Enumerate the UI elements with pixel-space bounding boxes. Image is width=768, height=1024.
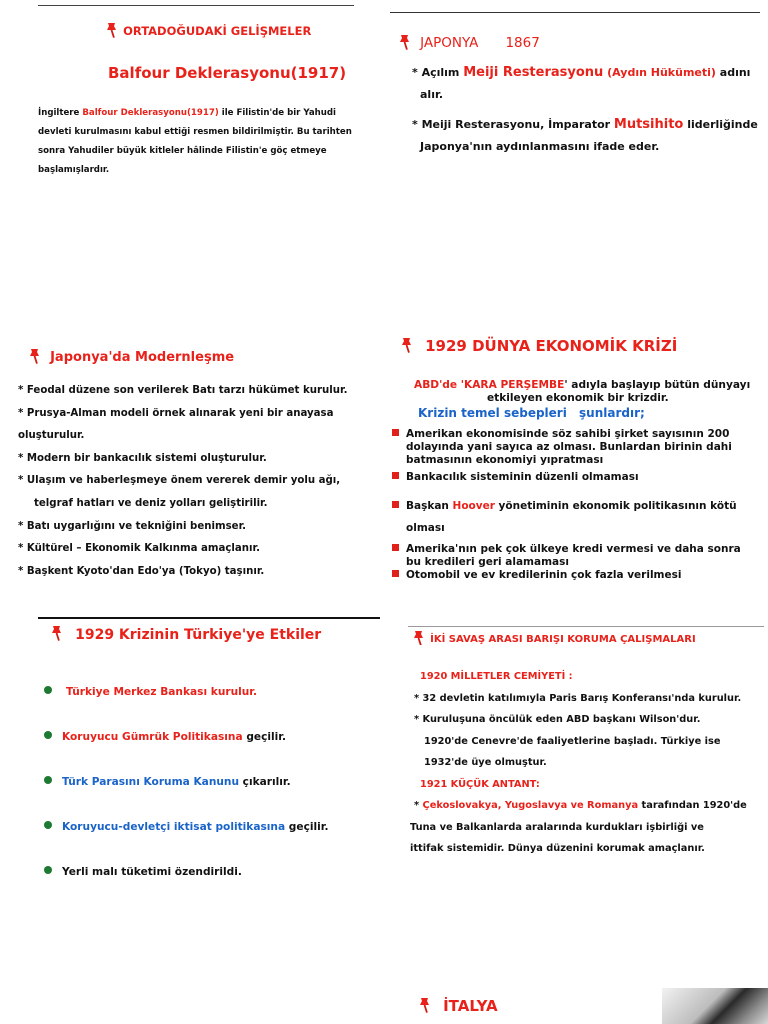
text: alır. (420, 88, 443, 101)
section-heading: 1921 KÜÇÜK ANTANT: (420, 778, 540, 790)
text: şunlardır; (579, 406, 645, 420)
text: bu kredileri geri alamaması (406, 556, 569, 568)
panel-japonya-modern (28, 346, 234, 366)
list-item (392, 471, 741, 484)
baris-content (410, 666, 747, 860)
modernlesme-list (18, 380, 347, 583)
list-item (44, 731, 328, 776)
top-rule-right (390, 12, 760, 13)
text: liderliğinde (683, 118, 758, 131)
highlight-text: Balfour Deklerasyonu(1917) (82, 108, 219, 118)
text: * Açılım (412, 66, 464, 79)
panel-title: 1929 Krizinin Türkiye'ye Etkiler (75, 627, 322, 643)
text: geçilir. (242, 731, 286, 743)
panel-ortadogu (105, 20, 311, 40)
text: Koruyucu-devletçi iktisat politikasına (62, 821, 286, 833)
list-item: telgraf hatları ve deniz yolları geliştirilir. (34, 497, 268, 509)
pushpin-icon (412, 630, 423, 645)
list-item: * Batı uygarlığını ve tekniğini benimser. (18, 520, 247, 532)
text: Amerika'nın pek çok ülkeye kredi vermesi ve daha sonra (406, 543, 741, 555)
highlight-text: Çekoslovakya, Yugoslavya ve Romanya (422, 800, 639, 811)
text: Başkan (406, 500, 453, 512)
text: ittifak sistemidir. Dünya düzenini korumak amaçlanır. (410, 843, 705, 854)
green-dot-icon (44, 686, 52, 694)
section-heading: 1920 MİLLETLER CEMİYETİ : (420, 671, 573, 682)
text: ' adıyla başlayıp bütün dünyayı (564, 379, 751, 391)
highlight-text: Meiji Resterasyonu (463, 65, 604, 80)
red-square-icon (392, 472, 399, 479)
panel-title: İKİ SAVAŞ ARASI BARIŞI KORUMA ÇALIŞMALARI (430, 634, 696, 645)
list-item: oluşturulur. (18, 430, 85, 442)
highlight-text: Mutsihito (613, 117, 684, 132)
list-item (392, 569, 741, 582)
etkiler-list (44, 686, 328, 911)
text: * 32 devletin katılımıyla Paris Barış Konferansı'nda kurulur. (414, 692, 742, 704)
causes-list (392, 428, 741, 582)
red-square-icon (392, 429, 399, 436)
text: adını (715, 66, 751, 79)
pushpin-icon (400, 337, 414, 357)
list-item (392, 428, 741, 467)
text: 1920'de Cenevre'de faaliyetlerine başladı. Türkiye ise (424, 735, 721, 747)
red-square-icon (392, 544, 399, 551)
pushpin-icon (418, 997, 432, 1017)
text: * Meiji Resterasyonu, İmparator (412, 118, 614, 131)
list-item (44, 686, 328, 731)
pushpin-icon (28, 348, 41, 366)
green-dot-icon (44, 821, 52, 829)
text: geçilir. (285, 821, 329, 833)
red-square-icon (392, 501, 399, 508)
text: * Kuruluşuna öncülük eden ABD başkanı Wilson'dur. (414, 714, 701, 725)
kriz-intro (414, 379, 750, 405)
text: İngiltere (38, 108, 83, 118)
pushpin-icon (398, 34, 411, 52)
panel-title: 1929 DÜNYA EKONOMİK KRİZİ (425, 337, 678, 355)
text: yönetiminin ekonomik politikasının kötü (494, 500, 737, 512)
green-dot-icon (44, 866, 52, 874)
text: Otomobil ve ev kredilerinin çok fazla verilmesi (406, 569, 682, 581)
panel-top-rule (38, 617, 380, 619)
text: devleti kurulmasını kabul ettiği resmen bildirilmiştir. Bu tarihten (38, 127, 352, 137)
list-item: * Ulaşım ve haberleşmeye önem vererek demir yolu ağı, (18, 475, 341, 487)
text: tarafından 1920'de (638, 800, 747, 811)
text: etkileyen ekonomik bir krizdir. (487, 392, 669, 404)
text: çıkarılır. (238, 776, 291, 788)
text: Krizin temel sebepleri (418, 406, 567, 420)
list-item (44, 821, 328, 866)
list-item (44, 776, 328, 821)
text: batmasının ekonomiyi yıpratması (406, 454, 604, 466)
text: Koruyucu Gümrük Politikasına (62, 731, 243, 743)
text: * (414, 800, 423, 811)
list-item: * Kültürel – Ekonomik Kalkınma amaçlanır. (18, 543, 260, 555)
list-item (392, 543, 741, 569)
panel-turkiye-etkiler (50, 624, 321, 645)
pushpin-icon (50, 625, 64, 645)
list-item (44, 866, 328, 911)
text: Bankacılık sisteminin düzenli olmaması (406, 471, 639, 483)
highlight-text: Hoover (452, 500, 495, 512)
text: Japonya'nın aydınlanmasını ifade eder. (420, 140, 660, 153)
text: Türkiye Merkez Bankası kurulur. (66, 686, 258, 698)
panel-1929-kriz (400, 336, 677, 357)
list-item (392, 495, 741, 539)
panel-italya (418, 996, 498, 1017)
panel-title: Japonya'da Modernleşme (50, 350, 235, 365)
list-item: * Prusya-Alman modeli örnek alınarak yeni bir anayasa (18, 407, 334, 419)
text: ABD'de ' (414, 379, 465, 391)
text: Yerli malı tüketimi özendirildi. (62, 866, 242, 878)
panel-title: JAPONYA (420, 35, 479, 51)
top-rule-left (38, 5, 354, 6)
text: 1932'de üye olmuştur. (424, 757, 547, 768)
portrait-photo (662, 988, 768, 1024)
highlight-text: KARA PERŞEMBE (464, 379, 565, 391)
text: ile Filistin'de bir Yahudi (218, 108, 336, 118)
list-item: * Feodal düzene son verilerek Batı tarzı hükümet kurulur. (18, 385, 348, 396)
text: başlamışlardır. (38, 165, 110, 175)
panel-year: 1867 (505, 35, 540, 51)
green-dot-icon (44, 776, 52, 784)
list-item: * Modern bir bankacılık sistemi oluşturulur. (18, 452, 267, 464)
list-item: * Başkent Kyoto'dan Edo'ya (Tokyo) taşınır. (18, 565, 265, 577)
text: Tuna ve Balkanlarda aralarında kurdukları işbirliği ve (410, 821, 704, 833)
panel-title: İTALYA (443, 997, 498, 1015)
japonya-list (412, 62, 758, 158)
red-square-icon (392, 570, 399, 577)
panel-baris (412, 627, 696, 646)
text: olması (406, 522, 445, 534)
text: dolayında yani sayıca az olması. Bunlardan birinin dahi (406, 441, 732, 453)
text: Türk Parasını Koruma Kanunu (62, 776, 239, 788)
causes-heading (418, 406, 645, 420)
text: sonra Yahudiler büyük kitleler hâlinde Filistin'e göç etmeye (38, 146, 327, 156)
pushpin-icon (105, 22, 118, 40)
green-dot-icon (44, 731, 52, 739)
balfour-paragraph (38, 104, 352, 180)
panel-subtitle: Balfour Deklerasyonu(1917) (108, 64, 347, 82)
panel-title: ORTADOĞUDAKİ GELİŞMELER (123, 24, 312, 38)
text: Amerikan ekonomisinde söz sahibi şirket sayısının 200 (406, 428, 730, 440)
highlight-text: (Aydın Hükümeti) (603, 66, 716, 79)
panel-japonya (398, 32, 540, 52)
